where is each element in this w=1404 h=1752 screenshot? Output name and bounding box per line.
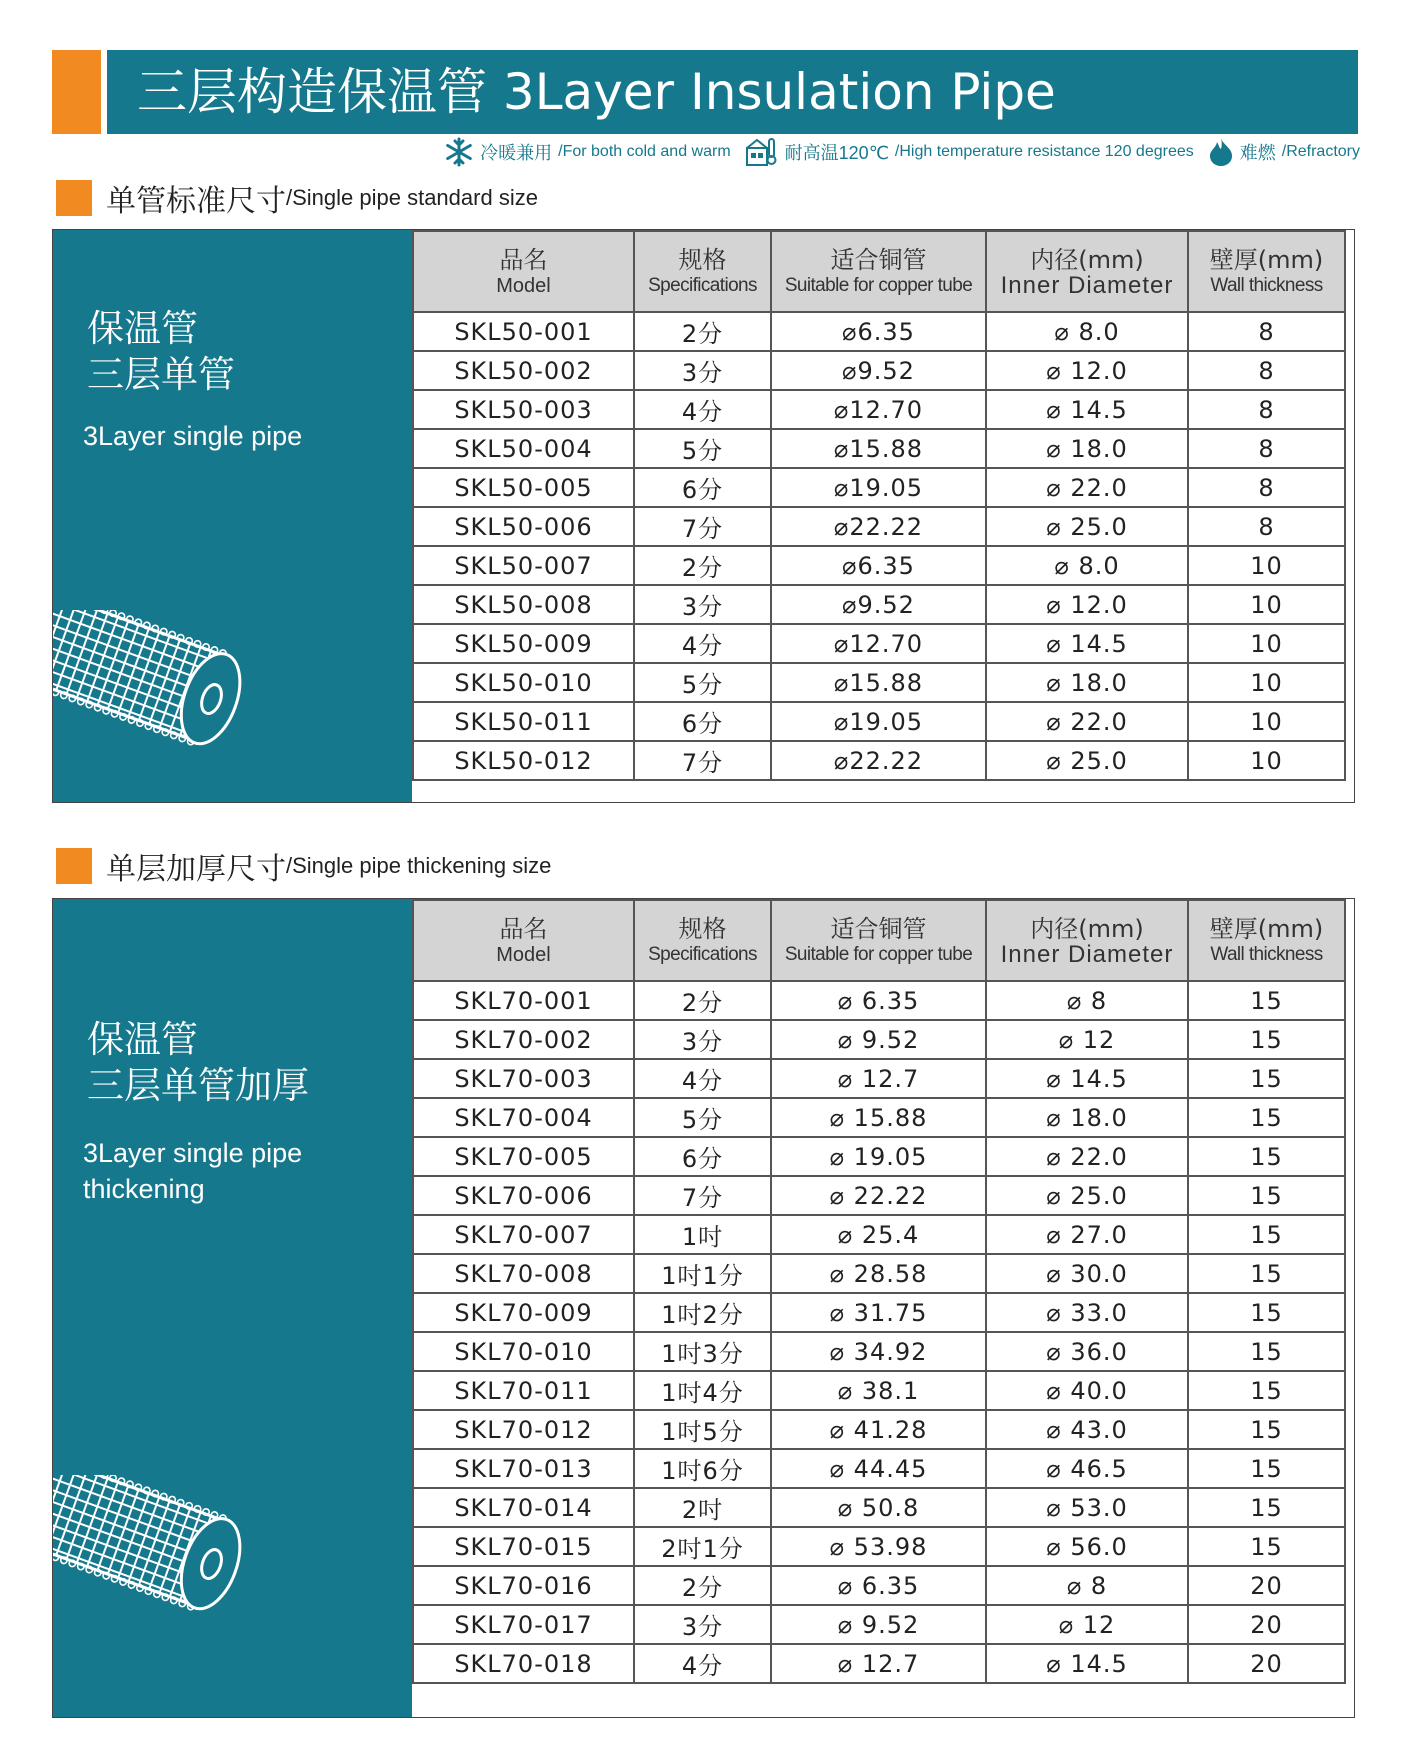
table-row (413, 429, 1345, 468)
model-cell: SKL70-005 (413, 1137, 634, 1176)
table-row (413, 1215, 1345, 1254)
feature-high-temp: 耐高温120℃ /High temperature resistance 120 degrees (745, 136, 1194, 168)
col-header-spec: 规格 Specifications (634, 231, 771, 312)
table-row (413, 1449, 1345, 1488)
col-header-model: 品名 Model (413, 900, 634, 981)
inner-diameter-cell: ⌀ 14.5 (986, 390, 1188, 429)
model-cell: SKL50-006 (413, 507, 634, 546)
wall-thickness-cell: 10 (1188, 585, 1345, 624)
inner-diameter-cell: ⌀ 40.0 (986, 1371, 1188, 1410)
table-row (413, 1254, 1345, 1293)
section-marker (56, 180, 92, 216)
flame-icon (1208, 137, 1234, 167)
spec-cell: 4分 (634, 1059, 771, 1098)
table-row (413, 624, 1345, 663)
inner-diameter-cell: ⌀ 12 (986, 1020, 1188, 1059)
standard-size-table (412, 230, 1346, 781)
wall-thickness-cell: 8 (1188, 468, 1345, 507)
wall-thickness-cell: 8 (1188, 312, 1345, 351)
table-row (413, 1410, 1345, 1449)
inner-diameter-cell: ⌀ 25.0 (986, 1176, 1188, 1215)
model-cell: SKL70-002 (413, 1020, 634, 1059)
copper-tube-cell: ⌀ 53.98 (771, 1527, 986, 1566)
header-banner (107, 50, 1358, 134)
copper-tube-cell: ⌀9.52 (771, 351, 986, 390)
spec-cell: 2分 (634, 981, 771, 1020)
copper-tube-cell: ⌀12.70 (771, 390, 986, 429)
model-cell: SKL50-003 (413, 390, 634, 429)
standard-size-block (52, 229, 1355, 803)
copper-tube-cell: ⌀19.05 (771, 702, 986, 741)
feature-cold-warm: 冷暖兼用 /For both cold and warm (444, 137, 731, 167)
col-header-spec: 规格 Specifications (634, 900, 771, 981)
spec-cell: 7分 (634, 741, 771, 780)
spec-cell: 6分 (634, 468, 771, 507)
inner-diameter-cell: ⌀ 43.0 (986, 1410, 1188, 1449)
table-row (413, 981, 1345, 1020)
wall-thickness-cell: 15 (1188, 1059, 1345, 1098)
thickening-size-table (412, 899, 1346, 1684)
spec-cell: 7分 (634, 507, 771, 546)
side-title-cn: 保温管 三层单管加厚 (87, 1018, 309, 1107)
wall-thickness-cell: 8 (1188, 390, 1345, 429)
spec-cell: 6分 (634, 702, 771, 741)
copper-tube-cell: ⌀ 50.8 (771, 1488, 986, 1527)
table-row (413, 585, 1345, 624)
side-panel-standard (53, 230, 412, 802)
inner-diameter-cell: ⌀ 14.5 (986, 1644, 1188, 1683)
wall-thickness-cell: 8 (1188, 507, 1345, 546)
side-title-en: 3Layer single pipe thickening (83, 1138, 303, 1204)
inner-diameter-cell: ⌀ 12.0 (986, 351, 1188, 390)
copper-tube-cell: ⌀15.88 (771, 429, 986, 468)
copper-tube-cell: ⌀ 6.35 (771, 981, 986, 1020)
model-cell: SKL70-004 (413, 1098, 634, 1137)
table-row (413, 390, 1345, 429)
wall-thickness-cell: 8 (1188, 429, 1345, 468)
model-cell: SKL50-004 (413, 429, 634, 468)
model-cell: SKL70-001 (413, 981, 634, 1020)
spec-cell: 2分 (634, 1566, 771, 1605)
side-panel-thickening (53, 899, 412, 1717)
table-row (413, 1176, 1345, 1215)
copper-tube-cell: ⌀9.52 (771, 585, 986, 624)
table-row (413, 1059, 1345, 1098)
wall-thickness-cell: 20 (1188, 1644, 1345, 1683)
inner-diameter-cell: ⌀ 25.0 (986, 507, 1188, 546)
table-row (413, 507, 1345, 546)
inner-diameter-cell: ⌀ 8 (986, 1566, 1188, 1605)
copper-tube-cell: ⌀6.35 (771, 546, 986, 585)
copper-tube-cell: ⌀ 28.58 (771, 1254, 986, 1293)
inner-diameter-cell: ⌀ 14.5 (986, 624, 1188, 663)
model-cell: SKL50-009 (413, 624, 634, 663)
wall-thickness-cell: 15 (1188, 1410, 1345, 1449)
spec-cell: 7分 (634, 1176, 771, 1215)
spec-cell: 4分 (634, 1644, 771, 1683)
inner-diameter-cell: ⌀ 14.5 (986, 1059, 1188, 1098)
wall-thickness-cell: 15 (1188, 1449, 1345, 1488)
inner-diameter-cell: ⌀ 25.0 (986, 741, 1188, 780)
model-cell: SKL50-008 (413, 585, 634, 624)
spec-cell: 4分 (634, 390, 771, 429)
copper-tube-cell: ⌀ 6.35 (771, 1566, 986, 1605)
wall-thickness-cell: 15 (1188, 1293, 1345, 1332)
inner-diameter-cell: ⌀ 56.0 (986, 1527, 1188, 1566)
copper-tube-cell: ⌀22.22 (771, 507, 986, 546)
model-cell: SKL70-010 (413, 1332, 634, 1371)
copper-tube-cell: ⌀ 41.28 (771, 1410, 986, 1449)
spec-cell: 6分 (634, 1137, 771, 1176)
inner-diameter-cell: ⌀ 12.0 (986, 585, 1188, 624)
model-cell: SKL70-007 (413, 1215, 634, 1254)
model-cell: SKL70-017 (413, 1605, 634, 1644)
copper-tube-cell: ⌀ 34.92 (771, 1332, 986, 1371)
table-row (413, 1527, 1345, 1566)
model-cell: SKL70-015 (413, 1527, 634, 1566)
inner-diameter-cell: ⌀ 12 (986, 1605, 1188, 1644)
model-cell: SKL70-011 (413, 1371, 634, 1410)
inner-diameter-cell: ⌀ 22.0 (986, 702, 1188, 741)
inner-diameter-cell: ⌀ 53.0 (986, 1488, 1188, 1527)
model-cell: SKL50-010 (413, 663, 634, 702)
wall-thickness-cell: 20 (1188, 1566, 1345, 1605)
inner-diameter-cell: ⌀ 8 (986, 981, 1188, 1020)
spec-cell: 2分 (634, 312, 771, 351)
col-header-copper-tube: 适合铜管 Suitable for copper tube (771, 231, 986, 312)
wall-thickness-cell: 15 (1188, 1488, 1345, 1527)
inner-diameter-cell: ⌀ 18.0 (986, 429, 1188, 468)
model-cell: SKL70-016 (413, 1566, 634, 1605)
copper-tube-cell: ⌀ 19.05 (771, 1137, 986, 1176)
table-row (413, 312, 1345, 351)
spec-cell: 1吋5分 (634, 1410, 771, 1449)
spec-cell: 4分 (634, 624, 771, 663)
section-heading-standard: 单管标准尺寸 /Single pipe standard size (56, 178, 538, 218)
spec-cell: 3分 (634, 1020, 771, 1059)
model-cell: SKL70-009 (413, 1293, 634, 1332)
page-title: 三层构造保温管 3Layer Insulation Pipe (137, 63, 1056, 121)
wall-thickness-cell: 15 (1188, 1215, 1345, 1254)
spec-cell: 3分 (634, 585, 771, 624)
inner-diameter-cell: ⌀ 22.0 (986, 468, 1188, 507)
side-title-cn: 保温管 三层单管 (87, 307, 235, 396)
spec-cell: 2分 (634, 546, 771, 585)
copper-tube-cell: ⌀15.88 (771, 663, 986, 702)
inner-diameter-cell: ⌀ 30.0 (986, 1254, 1188, 1293)
table-row (413, 1566, 1345, 1605)
col-header-inner-diameter: 内径(mm) Inner Diameter (986, 231, 1188, 312)
wall-thickness-cell: 15 (1188, 1176, 1345, 1215)
copper-tube-cell: ⌀6.35 (771, 312, 986, 351)
model-cell: SKL70-012 (413, 1410, 634, 1449)
spec-cell: 1吋1分 (634, 1254, 771, 1293)
wall-thickness-cell: 15 (1188, 1371, 1345, 1410)
model-cell: SKL70-008 (413, 1254, 634, 1293)
spec-cell: 5分 (634, 1098, 771, 1137)
spec-cell: 1吋4分 (634, 1371, 771, 1410)
table-row (413, 351, 1345, 390)
inner-diameter-cell: ⌀ 33.0 (986, 1293, 1188, 1332)
copper-tube-cell: ⌀ 31.75 (771, 1293, 986, 1332)
spec-cell: 5分 (634, 429, 771, 468)
model-cell: SKL70-003 (413, 1059, 634, 1098)
insulation-pipe-illustration (53, 1475, 293, 1625)
model-cell: SKL50-005 (413, 468, 634, 507)
inner-diameter-cell: ⌀ 27.0 (986, 1215, 1188, 1254)
snowflake-icon (444, 137, 474, 167)
col-header-inner-diameter: 内径(mm) Inner Diameter (986, 900, 1188, 981)
inner-diameter-cell: ⌀ 46.5 (986, 1449, 1188, 1488)
spec-cell: 2吋 (634, 1488, 771, 1527)
section-marker (56, 848, 92, 884)
wall-thickness-cell: 15 (1188, 1527, 1345, 1566)
inner-diameter-cell: ⌀ 36.0 (986, 1332, 1188, 1371)
table-row (413, 1137, 1345, 1176)
table-row (413, 1020, 1345, 1059)
table-row (413, 1332, 1345, 1371)
wall-thickness-cell: 15 (1188, 1098, 1345, 1137)
col-header-wall-thickness: 壁厚(mm) Wall thickness (1188, 231, 1345, 312)
table-header-row (413, 231, 1345, 312)
table-row (413, 1644, 1345, 1683)
spec-cell: 1吋3分 (634, 1332, 771, 1371)
copper-tube-cell: ⌀ 15.88 (771, 1098, 986, 1137)
inner-diameter-cell: ⌀ 18.0 (986, 1098, 1188, 1137)
insulation-pipe-illustration (53, 610, 293, 760)
wall-thickness-cell: 15 (1188, 1020, 1345, 1059)
spec-cell: 1吋 (634, 1215, 771, 1254)
copper-tube-cell: ⌀ 38.1 (771, 1371, 986, 1410)
copper-tube-cell: ⌀ 44.45 (771, 1449, 986, 1488)
wall-thickness-cell: 10 (1188, 663, 1345, 702)
feature-strip (330, 137, 1360, 167)
thermometer-icon (745, 136, 779, 168)
col-header-model: 品名 Model (413, 231, 634, 312)
wall-thickness-cell: 10 (1188, 546, 1345, 585)
wall-thickness-cell: 15 (1188, 1137, 1345, 1176)
copper-tube-cell: ⌀ 9.52 (771, 1020, 986, 1059)
model-cell: SKL50-002 (413, 351, 634, 390)
table-row (413, 1488, 1345, 1527)
wall-thickness-cell: 10 (1188, 741, 1345, 780)
inner-diameter-cell: ⌀ 8.0 (986, 312, 1188, 351)
col-header-wall-thickness: 壁厚(mm) Wall thickness (1188, 900, 1345, 981)
wall-thickness-cell: 15 (1188, 981, 1345, 1020)
wall-thickness-cell: 15 (1188, 1254, 1345, 1293)
table-row (413, 468, 1345, 507)
model-cell: SKL70-013 (413, 1449, 634, 1488)
table-row (413, 546, 1345, 585)
model-cell: SKL50-001 (413, 312, 634, 351)
copper-tube-cell: ⌀22.22 (771, 741, 986, 780)
spec-cell: 1吋6分 (634, 1449, 771, 1488)
feature-refractory: 难燃 /Refractory (1208, 137, 1360, 167)
header-accent-bar (52, 50, 101, 134)
table-header-row (413, 900, 1345, 981)
copper-tube-cell: ⌀ 12.7 (771, 1059, 986, 1098)
copper-tube-cell: ⌀12.70 (771, 624, 986, 663)
model-cell: SKL70-006 (413, 1176, 634, 1215)
table-row (413, 663, 1345, 702)
inner-diameter-cell: ⌀ 8.0 (986, 546, 1188, 585)
model-cell: SKL50-007 (413, 546, 634, 585)
section-heading-thickening: 单层加厚尺寸 /Single pipe thickening size (56, 846, 551, 886)
copper-tube-cell: ⌀ 12.7 (771, 1644, 986, 1683)
spec-cell: 1吋2分 (634, 1293, 771, 1332)
table-row (413, 1098, 1345, 1137)
model-cell: SKL70-014 (413, 1488, 634, 1527)
spec-cell: 3分 (634, 1605, 771, 1644)
model-cell: SKL50-011 (413, 702, 634, 741)
spec-cell: 5分 (634, 663, 771, 702)
model-cell: SKL70-018 (413, 1644, 634, 1683)
copper-tube-cell: ⌀19.05 (771, 468, 986, 507)
wall-thickness-cell: 15 (1188, 1332, 1345, 1371)
copper-tube-cell: ⌀ 22.22 (771, 1176, 986, 1215)
side-title-en: 3Layer single pipe (83, 421, 303, 451)
table-row (413, 1293, 1345, 1332)
thickening-size-block (52, 898, 1355, 1718)
col-header-copper-tube: 适合铜管 Suitable for copper tube (771, 900, 986, 981)
spec-cell: 2吋1分 (634, 1527, 771, 1566)
copper-tube-cell: ⌀ 25.4 (771, 1215, 986, 1254)
table-row (413, 1371, 1345, 1410)
wall-thickness-cell: 10 (1188, 624, 1345, 663)
inner-diameter-cell: ⌀ 22.0 (986, 1137, 1188, 1176)
inner-diameter-cell: ⌀ 18.0 (986, 663, 1188, 702)
wall-thickness-cell: 10 (1188, 702, 1345, 741)
table-row (413, 702, 1345, 741)
table-row (413, 1605, 1345, 1644)
table-row (413, 741, 1345, 780)
model-cell: SKL50-012 (413, 741, 634, 780)
spec-cell: 3分 (634, 351, 771, 390)
wall-thickness-cell: 20 (1188, 1605, 1345, 1644)
wall-thickness-cell: 8 (1188, 351, 1345, 390)
copper-tube-cell: ⌀ 9.52 (771, 1605, 986, 1644)
